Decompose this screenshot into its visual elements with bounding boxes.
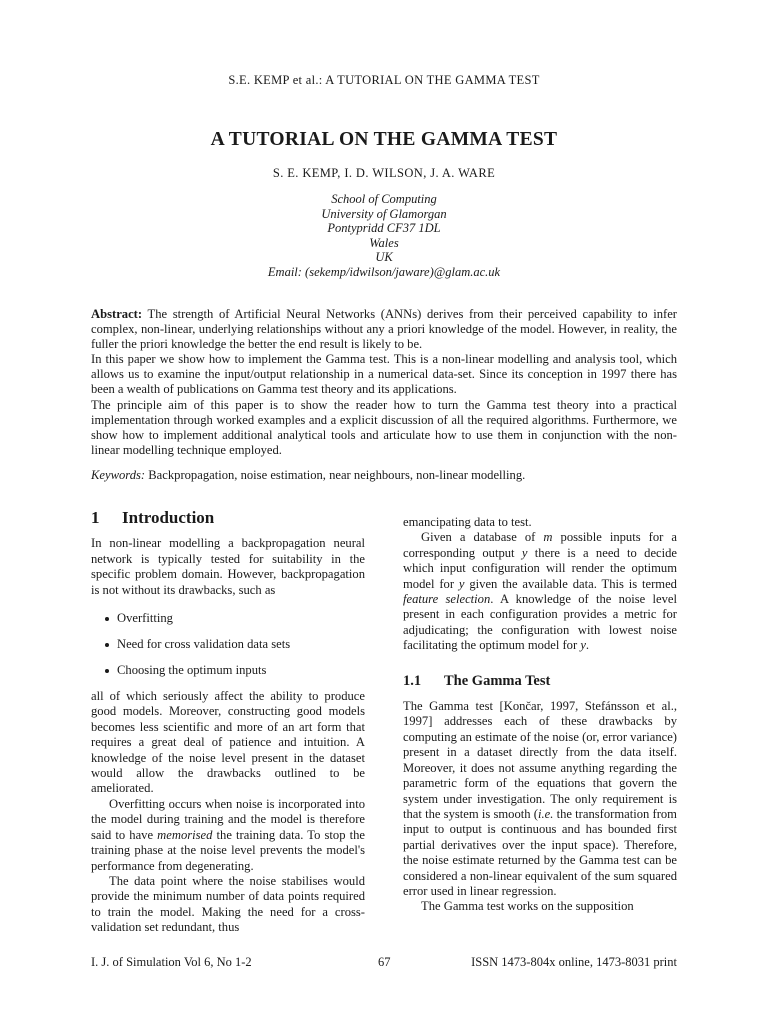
body-paragraph: The data point where the noise stabilises would provide the minimum number of data points required to train the model. Making the need for a cross-validation set redundant, thus [91,873,365,935]
paper-title: A TUTORIAL ON THE GAMMA TEST [210,129,558,150]
body-text: Overfitting occurs when noise is incorporated into the model during training and the model is therefore said to have [91,796,365,842]
abstract-paragraph [91,307,677,352]
subsection-title: The Gamma Test [444,672,551,689]
body-paragraph [403,699,677,899]
section-number: 1 [91,508,100,527]
keywords-label: Keywords: [91,468,146,482]
right-column [403,515,677,915]
affiliation-line: School of Computing [331,192,437,206]
body-paragraph: In non-linear modelling a backpropagation neural network is typically tested for suitability in the specific problem domain. However, backpropagation is not without its drawbacks, such as [91,536,365,597]
affiliation-line: University of Glamorgan [321,206,447,221]
affiliation-block [0,192,768,280]
footer-journal: I. J. of Simulation Vol 6, No 1-2 [91,955,252,969]
subsection-heading-gamma-test [403,674,677,689]
author-list: S. E. KEMP, I. D. WILSON, J. A. WARE [272,166,496,180]
running-head: S.E. KEMP et al.: A TUTORIAL ON THE GAMMA TEST [228,73,540,87]
list-item-text: Overfitting [117,611,173,626]
body-text: The Gamma test [Končar, 1997, Stefánsson et al., 1997] addresses each of these drawbacks by computing an estimate of the noise (or, error variance) present in a dataset directly from the data itself. Moreover, it does not assume anything regarding the parametric form of the equations that govern the system under investigation. The only requirement is that the system is smooth ( [403,699,677,821]
body-text: . A knowledge of the noise level present in each configuration provides a metric for adjudicating; the configuration with lowest noise facilitating the optimum model for [403,592,677,653]
abstract [91,307,677,458]
body-paragraph: all of which seriously affect the ability to produce good models. Moreover, constructing good models becomes less scientific and more of an art form that requires a great deal of patience and intuition. A knowledge of the noise level present in the dataset would allow the drawbacks outlined to be ameliorated. [91,689,365,796]
page-number: 67 [378,955,391,969]
emphasis-text: i.e. [537,806,554,821]
body-text: given the available data. This is termed [464,576,677,591]
footer-issn: ISSN 1473-804x online, 1473-8031 print [471,955,677,969]
subsection-number: 1.1 [403,672,422,689]
abstract-paragraph: In this paper we show how to implement the Gamma test. This is a non-linear modelling and analysis tool, which allows us to examine the input/output relationship in a numerical data-set. Since its conception in 1997 there has been a wealth of publications on Gamma test theory and its applications. [91,352,677,397]
math-symbol: y [521,545,528,560]
math-symbol: y [458,576,465,591]
body-text: Given a database of [421,530,544,545]
bullet-icon [105,643,109,647]
list-item [91,611,365,626]
affiliation-line: Pontypridd CF37 1DL [327,221,441,236]
abstract-text: The strength of Artificial Neural Networks (ANNs) derives from their perceived capability to infer complex, non-linear, underlying relationships without any a priori knowledge of the model. However, in reality, the fuller the priori knowledge the better the end result is likely to be. [91,307,678,352]
abstract-paragraph: The principle aim of this paper is to show the reader how to turn the Gamma test theory into a practical implementation through worked examples and a explicit discussion of all the required algorithms. Furthermore, we show how to implement additional analytical tools and articulate how to use them in conjunction with the non-linear modelling technique employed. [91,397,677,457]
math-symbol: m [543,530,553,545]
affiliation-email: Email: (sekemp/idwilson/jaware)@glam.ac.uk [267,264,501,279]
body-paragraph: emancipating data to test. [403,515,532,529]
affiliation-line: Wales [369,235,399,250]
bullet-icon [105,617,109,621]
body-text: . [585,638,590,653]
emphasis-text: feature selection [403,592,491,607]
affiliation-line: UK [375,250,393,265]
body-text: the training data. To stop the training phase at the noise level prevents the model's performance from degenerating. [91,827,365,873]
body-paragraph [403,530,677,653]
keywords [91,468,677,483]
section-heading-introduction [91,510,365,525]
emphasis-text: memorised [157,827,213,842]
list-item-text: Choosing the optimum inputs [117,663,267,678]
drawbacks-list [91,611,365,678]
math-symbol: y [580,638,586,653]
body-text: possible inputs for a corresponding output [403,530,677,560]
left-column [91,510,365,936]
section-title: Introduction [122,508,215,527]
list-item [91,663,365,678]
abstract-label: Abstract: [91,307,143,321]
list-item-text: Need for cross validation data sets [117,637,291,652]
body-text: there is a need to decide which input configuration will render the optimum model for [403,545,678,591]
body-paragraph [91,797,365,874]
bullet-icon [105,669,109,673]
keywords-text: Backpropagation, noise estimation, near neighbours, non-linear modelling. [148,468,526,482]
body-paragraph: The Gamma test works on the supposition [421,899,634,914]
list-item [91,637,365,652]
body-text: the transformation from input to output is continuous and has bounded first partial derivatives over the input space). Therefore, the noise estimate returned by the Gamma test can be considered a non-linear equivalent of the sum squared error used in linear regression. [403,806,677,898]
